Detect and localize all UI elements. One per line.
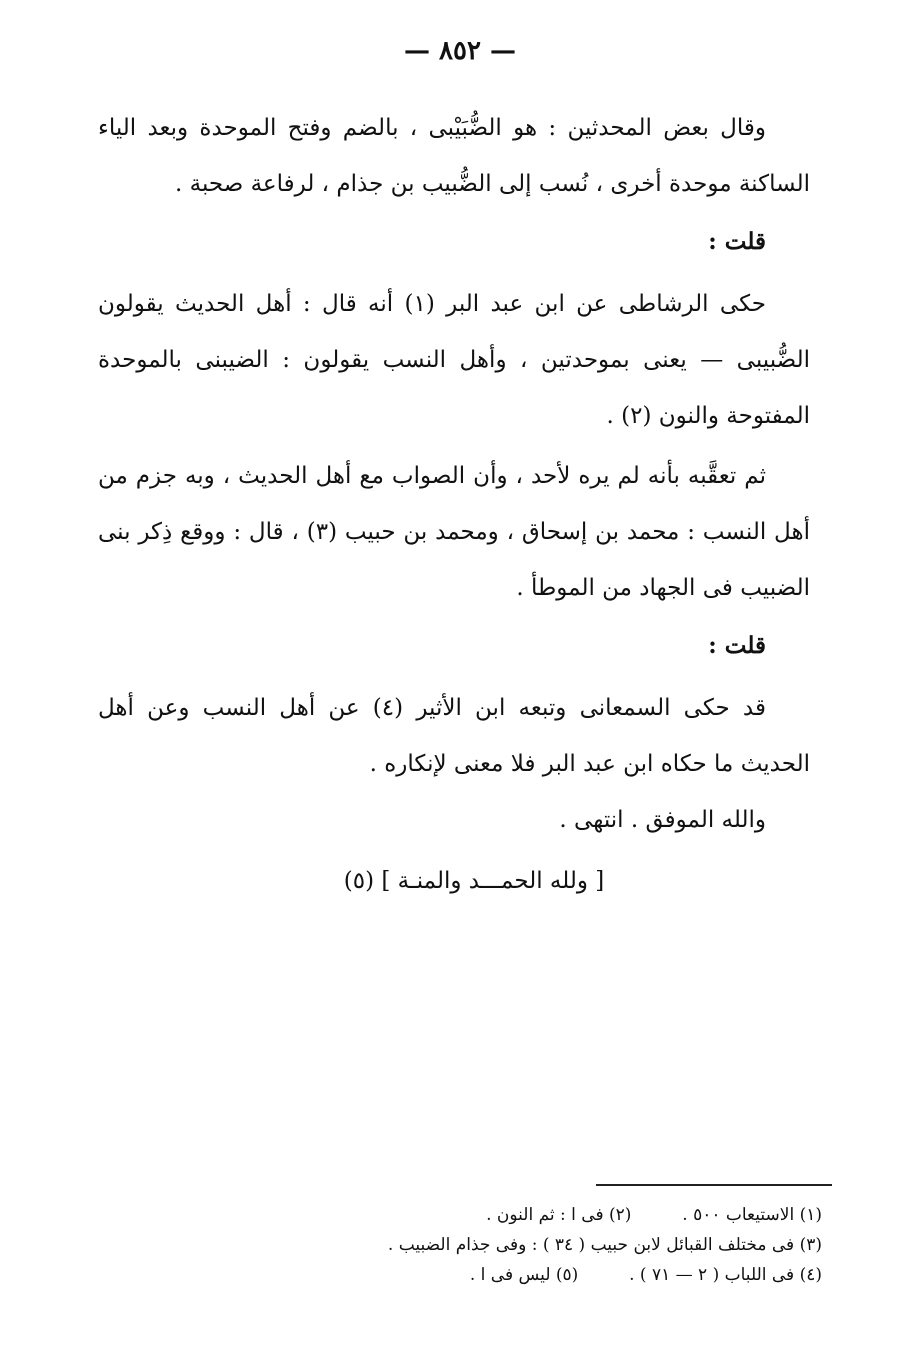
footnote-line-1 (362, 1200, 822, 1230)
footnote-line-2 (362, 1230, 822, 1260)
footnotes-block (362, 1200, 822, 1290)
footnote-1: (١) الاستيعاب ٥٠٠ . (682, 1205, 822, 1225)
qult-heading-2: قلت : (708, 632, 766, 659)
main-text-block (98, 100, 810, 906)
qult-heading-1: قلت : (708, 228, 766, 255)
footnote-line-3 (362, 1260, 822, 1290)
footnote-2: (٢) فى ا : ثم النون . (486, 1205, 632, 1225)
footnote-divider (596, 1184, 832, 1186)
paragraph-2: حكى الرشاطى عن ابن عبد البر (١) أنه قال : أهل الحديث يقولون الضُّبيبى — يعنى بموحدتين ، وأهل النسب يقولون : الضيبنى بالموحدة المفتوحة والنون (٢) . (98, 291, 810, 429)
closing-doxology: [ ولله الحمـــد والمنـة ] (٥) (343, 868, 605, 894)
paragraph-4: قد حكى السمعانى وتبعه ابن الأثير (٤) عن أهل النسب وعن أهل الحديث ما حكاه ابن عبد البر فلا معنى لإنكاره . (98, 695, 810, 777)
footnote-5: (٥) ليس فى ا . (469, 1265, 579, 1285)
footnote-4: (٤) فى اللباب ( ٢ — ٧١ ) . (629, 1265, 822, 1285)
paragraph-3: ثم تعقَّبه بأنه لم يره لأحد ، وأن الصواب مع أهل الحديث ، وبه جزم من أهل النسب : محمد بن إسحاق ، ومحمد بن حبيب (٣) ، قال : ووقع ذِكر بنى الضبيب فى الجهاد من الموطأ . (98, 463, 810, 601)
paragraph-1: وقال بعض المحدثين : هو الضُّبَيْبى ، بالضم وفتح الموحدة وبعد الياء الساكنة موحدة أخرى ، نُسب إلى الضُّبيب بن جذام ، لرفاعة صحبة . (98, 115, 810, 197)
paragraph-5: والله الموفق . انتهى . (559, 807, 766, 833)
page-number: — ٨٥٢ — (403, 36, 517, 66)
footnote-3: (٣) فى مختلف القبائل لابن حبيب ( ٣٤ ) : وفى جذام الضبيب . (387, 1235, 822, 1255)
